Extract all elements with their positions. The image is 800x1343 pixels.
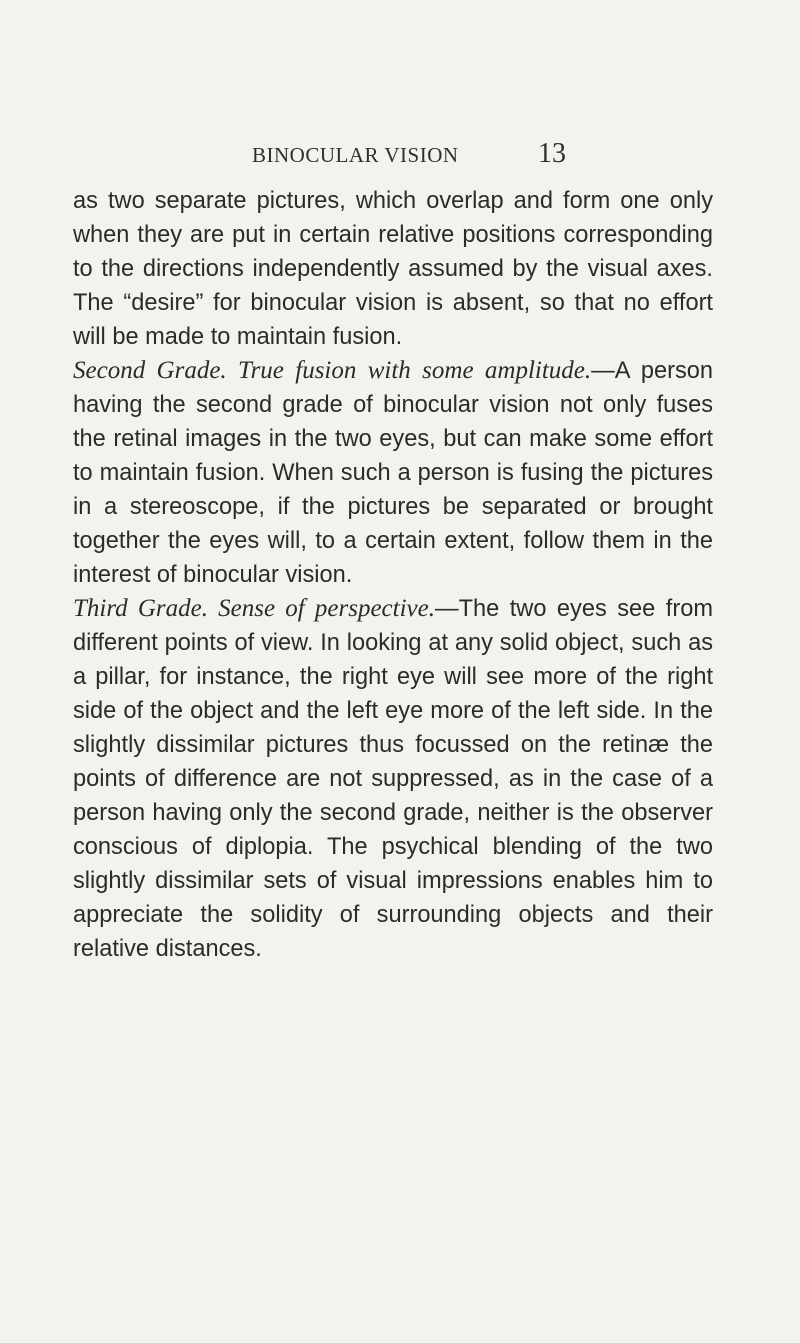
paragraph-text: as two separate pictures, which overlap and form one only when they are put in certain relative positions corresponding to the directions independently assumed by the visual axes. The “desire” for binocular vision is absent, so that no effort will be made to maintain fusion. — [73, 188, 713, 350]
running-head — [0, 138, 800, 173]
body-text — [73, 184, 713, 966]
second-grade-heading: Second Grade. True fusion with some amplitude. — [73, 357, 592, 384]
page-number: 13 — [538, 138, 566, 169]
paragraph-third-grade — [73, 592, 713, 966]
paragraph-text: —A person having the second grade of binocular vision not only fuses the retinal images in the two eyes, but can make some effort to maintain fusion. When such a person is fusing the pictures in a stereoscope, if the pictures be separated or brought together the eyes will, to a certain extent, follow them in the interest of binocular vision. — [73, 358, 713, 588]
paragraph-text: —The two eyes see from different points of view. In looking at any solid object, such as a pillar, for instance, the right eye will see more of the right side of the object and the left eye more of the left side. In the slightly dissimilar pictures thus focussed on the retinæ the points of difference are not suppressed, as in the case of a person having only the second grade, neither is the observer conscious of diplopia. The psychical blending of the two slightly dissimilar sets of visual impressions enables him to appreciate the solidity of surrounding objects and their relative distances. — [73, 596, 713, 962]
running-title: BINOCULAR VISION — [252, 143, 459, 167]
third-grade-heading: Third Grade. Sense of perspective. — [73, 595, 435, 622]
paragraph-continuation — [73, 184, 713, 354]
paragraph-second-grade — [73, 354, 713, 592]
